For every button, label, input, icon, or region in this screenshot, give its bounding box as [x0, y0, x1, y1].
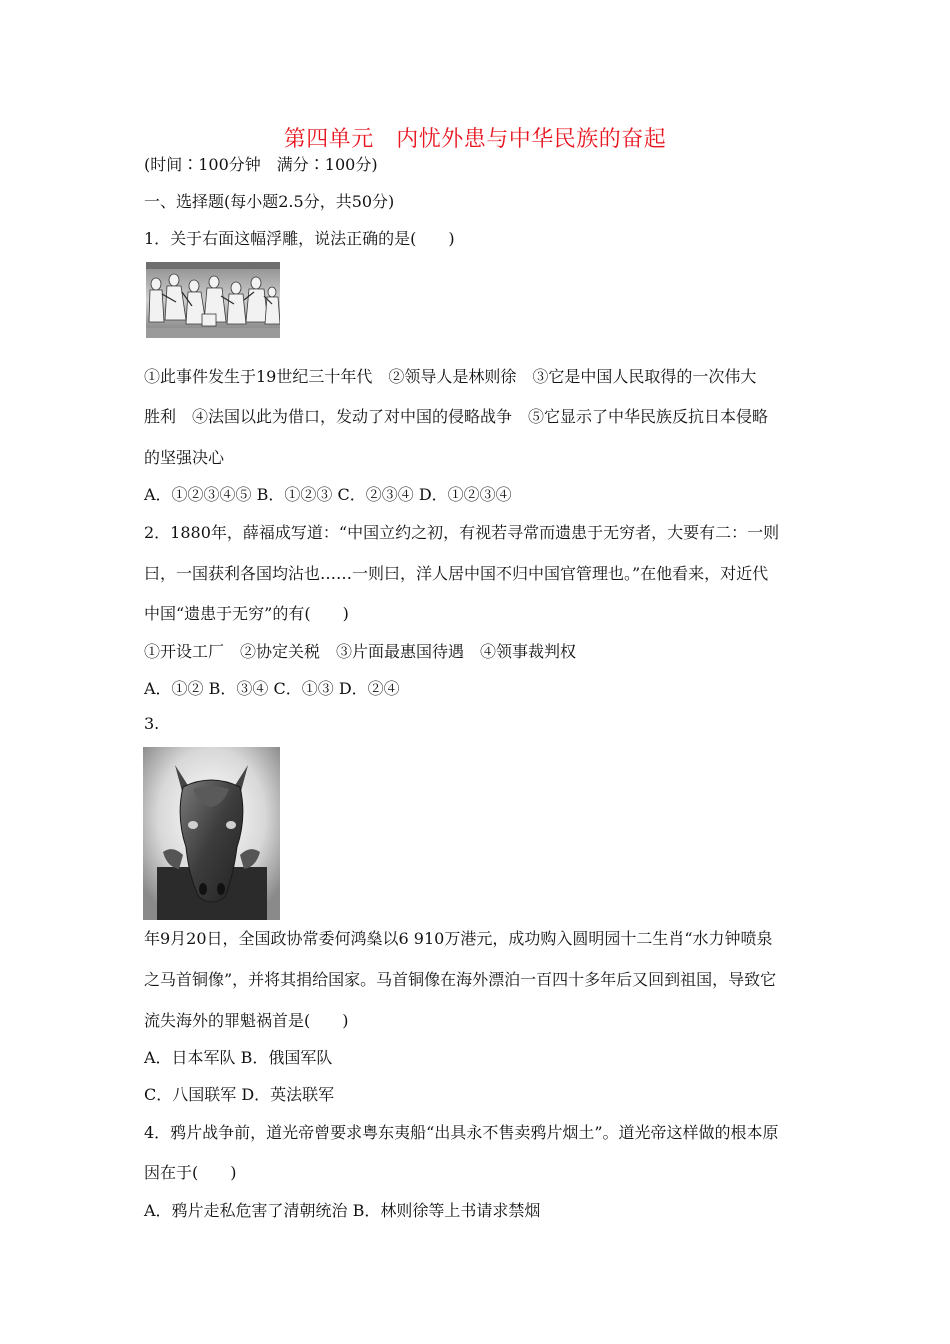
- q4-options-ab: A．鸦片走私危害了清朝统治 B．林则徐等上书请求禁烟: [144, 1201, 541, 1220]
- q2-stem-line-1: 2．1880年，薛福成写道：“中国立约之初，有视若寻常而遗患于无穷者，大要有二：一则: [144, 523, 780, 542]
- bronze-horse-head-image: [143, 747, 280, 920]
- q1-statement-line-3: 的坚强决心: [144, 448, 225, 467]
- q1-statement-line-1: ①此事件发生于19世纪三十年代 ②领导人是林则徐 ③它是中国人民取得的一次伟大: [144, 367, 757, 386]
- q2-options: A．①② B．③④ C．①③ D．②④: [144, 679, 400, 698]
- exam-meta: (时间∶100分钟 满分∶100分): [144, 155, 378, 174]
- q1-stem: 1．关于右面这幅浮雕，说法正确的是( ): [144, 229, 455, 248]
- q2-items: ①开设工厂 ②协定关税 ③片面最惠国待遇 ④领事裁判权: [144, 642, 577, 661]
- q3-number: 3.: [144, 714, 160, 733]
- q4-stem-line-1: 4．鸦片战争前，道光帝曾要求粤东夷船“出具永不售卖鸦片烟土”。道光帝这样做的根本原: [144, 1123, 779, 1142]
- q2-stem-line-3: 中国“遗患于无穷”的有( ): [144, 604, 349, 623]
- q3-options-ab: A．日本军队 B．俄国军队: [144, 1048, 333, 1067]
- q2-stem-line-2: 曰，一国获利各国均沾也……一则曰，洋人居中国不归中国官管理也。”在他看来，对近代: [144, 564, 769, 583]
- q3-stem-line-3: 流失海外的罪魁祸首是( ): [144, 1011, 349, 1030]
- q3-stem-line-1: 年9月20日，全国政协常委何鸿燊以6 910万港元，成功购入圆明园十二生肖“水力钟喷泉: [144, 929, 773, 948]
- q1-options: A．①②③④⑤ B．①②③ C．②③④ D．①②③④: [144, 485, 512, 504]
- section-heading: 一、选择题(每小题2.5分，共50分): [144, 192, 395, 211]
- q1-statement-line-2: 胜利 ④法国以此为借口，发动了对中国的侵略战争 ⑤它显示了中华民族反抗日本侵略: [144, 407, 769, 426]
- q3-stem-line-2: 之马首铜像”，并将其捐给国家。马首铜像在海外漂泊一百四十多年后又回到祖国，导致它: [144, 970, 777, 989]
- q3-options-cd: C．八国联军 D．英法联军: [144, 1085, 335, 1104]
- q4-stem-line-2: 因在于( ): [144, 1163, 237, 1182]
- relief-sculpture-image: [146, 262, 280, 338]
- unit-title: 第四单元 内忧外患与中华民族的奋起: [283, 127, 667, 152]
